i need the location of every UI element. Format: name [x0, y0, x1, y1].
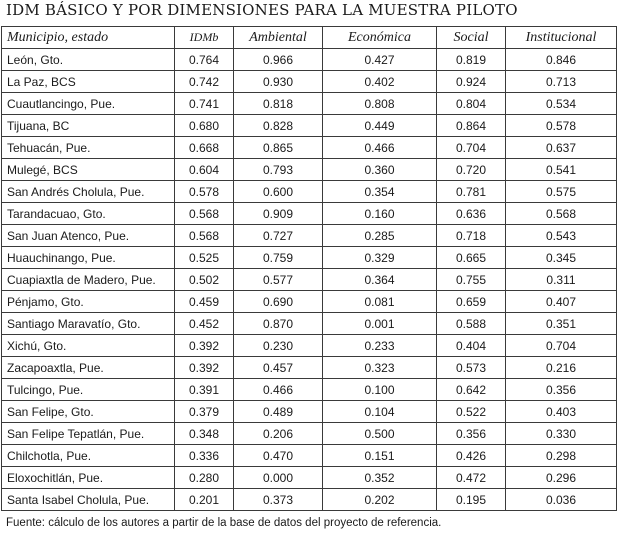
cell-ambiental: 0.577	[234, 269, 323, 291]
table-row	[2, 247, 617, 269]
cell-social: 0.781	[437, 181, 506, 203]
cell-economica: 0.323	[323, 357, 437, 379]
cell-municipio: San Andrés Cholula, Pue.	[2, 181, 175, 203]
column-header-institucional: Institucional	[506, 27, 617, 49]
table-row	[2, 357, 617, 379]
cell-social: 0.659	[437, 291, 506, 313]
cell-social: 0.472	[437, 467, 506, 489]
cell-ambiental: 0.373	[234, 489, 323, 511]
cell-municipio: Tijuana, BC	[2, 115, 175, 137]
cell-idmb: 0.201	[175, 489, 234, 511]
cell-municipio: Eloxochitlán, Pue.	[2, 467, 175, 489]
cell-ambiental: 0.206	[234, 423, 323, 445]
cell-municipio: Tehuacán, Pue.	[2, 137, 175, 159]
cell-idmb: 0.764	[175, 49, 234, 71]
cell-municipio: Santiago Maravatío, Gto.	[2, 313, 175, 335]
table-row	[2, 159, 617, 181]
cell-municipio: Zacapoaxtla, Pue.	[2, 357, 175, 379]
cell-idmb: 0.668	[175, 137, 234, 159]
cell-ambiental: 0.966	[234, 49, 323, 71]
cell-social: 0.665	[437, 247, 506, 269]
table-row	[2, 71, 617, 93]
cell-economica: 0.104	[323, 401, 437, 423]
cell-municipio: Huauchinango, Pue.	[2, 247, 175, 269]
cell-idmb: 0.379	[175, 401, 234, 423]
cell-economica: 0.427	[323, 49, 437, 71]
table-row	[2, 423, 617, 445]
cell-institucional: 0.568	[506, 203, 617, 225]
cell-institucional: 0.578	[506, 115, 617, 137]
cell-institucional: 0.534	[506, 93, 617, 115]
cell-ambiental: 0.600	[234, 181, 323, 203]
cell-ambiental: 0.930	[234, 71, 323, 93]
table-header	[2, 27, 617, 49]
cell-ambiental: 0.828	[234, 115, 323, 137]
cell-economica: 0.151	[323, 445, 437, 467]
cell-economica: 0.352	[323, 467, 437, 489]
data-table	[1, 26, 617, 511]
cell-idmb: 0.568	[175, 203, 234, 225]
cell-social: 0.819	[437, 49, 506, 71]
table-row	[2, 379, 617, 401]
table-body	[2, 49, 617, 511]
table-row	[2, 181, 617, 203]
cell-economica: 0.364	[323, 269, 437, 291]
cell-ambiental: 0.727	[234, 225, 323, 247]
source-note: Fuente: cálculo de los autores a partir de la base de datos del proyecto de referencia.	[6, 517, 442, 529]
cell-idmb: 0.680	[175, 115, 234, 137]
cell-idmb: 0.391	[175, 379, 234, 401]
cell-social: 0.864	[437, 115, 506, 137]
cell-institucional: 0.543	[506, 225, 617, 247]
cell-ambiental: 0.466	[234, 379, 323, 401]
table-row	[2, 225, 617, 247]
cell-economica: 0.001	[323, 313, 437, 335]
cell-social: 0.636	[437, 203, 506, 225]
column-header-idmb: IDMb	[175, 27, 234, 49]
cell-municipio: Xichú, Gto.	[2, 335, 175, 357]
cell-ambiental: 0.818	[234, 93, 323, 115]
cell-ambiental: 0.870	[234, 313, 323, 335]
cell-social: 0.755	[437, 269, 506, 291]
cell-idmb: 0.604	[175, 159, 234, 181]
table-row	[2, 49, 617, 71]
cell-institucional: 0.216	[506, 357, 617, 379]
cell-ambiental: 0.457	[234, 357, 323, 379]
cell-institucional: 0.575	[506, 181, 617, 203]
cell-economica: 0.285	[323, 225, 437, 247]
cell-idmb: 0.280	[175, 467, 234, 489]
cell-social: 0.924	[437, 71, 506, 93]
cell-institucional: 0.407	[506, 291, 617, 313]
cell-idmb: 0.578	[175, 181, 234, 203]
cell-economica: 0.466	[323, 137, 437, 159]
column-header-ambiental: Ambiental	[234, 27, 323, 49]
cell-ambiental: 0.690	[234, 291, 323, 313]
cell-social: 0.426	[437, 445, 506, 467]
cell-social: 0.804	[437, 93, 506, 115]
cell-economica: 0.100	[323, 379, 437, 401]
cell-institucional: 0.298	[506, 445, 617, 467]
cell-social: 0.404	[437, 335, 506, 357]
cell-municipio: Tulcingo, Pue.	[2, 379, 175, 401]
cell-municipio: Chilchotla, Pue.	[2, 445, 175, 467]
cell-idmb: 0.452	[175, 313, 234, 335]
cell-economica: 0.233	[323, 335, 437, 357]
cell-municipio: San Juan Atenco, Pue.	[2, 225, 175, 247]
table-row	[2, 115, 617, 137]
table-row	[2, 401, 617, 423]
table-row	[2, 335, 617, 357]
cell-municipio: Cuapiaxtla de Madero, Pue.	[2, 269, 175, 291]
table-row	[2, 269, 617, 291]
cell-municipio: Santa Isabel Cholula, Pue.	[2, 489, 175, 511]
cell-institucional: 0.541	[506, 159, 617, 181]
cell-institucional: 0.036	[506, 489, 617, 511]
column-header-social: Social	[437, 27, 506, 49]
cell-municipio: San Felipe Tepatlán, Pue.	[2, 423, 175, 445]
cell-institucional: 0.345	[506, 247, 617, 269]
cell-municipio: Tarandacuao, Gto.	[2, 203, 175, 225]
cell-social: 0.522	[437, 401, 506, 423]
cell-idmb: 0.348	[175, 423, 234, 445]
cell-social: 0.642	[437, 379, 506, 401]
table-row	[2, 291, 617, 313]
cell-economica: 0.160	[323, 203, 437, 225]
cell-economica: 0.449	[323, 115, 437, 137]
cell-idmb: 0.392	[175, 335, 234, 357]
cell-municipio: León, Gto.	[2, 49, 175, 71]
cell-economica: 0.354	[323, 181, 437, 203]
cell-institucional: 0.713	[506, 71, 617, 93]
table-row	[2, 203, 617, 225]
cell-institucional: 0.356	[506, 379, 617, 401]
column-header-municipio: Municipio, estado	[2, 27, 175, 49]
cell-municipio: San Felipe, Gto.	[2, 401, 175, 423]
cell-institucional: 0.704	[506, 335, 617, 357]
cell-idmb: 0.459	[175, 291, 234, 313]
header-row	[2, 27, 617, 49]
cell-social: 0.718	[437, 225, 506, 247]
cell-municipio: Mulegé, BCS	[2, 159, 175, 181]
table-row	[2, 467, 617, 489]
cell-idmb: 0.502	[175, 269, 234, 291]
cell-idmb: 0.392	[175, 357, 234, 379]
cell-economica: 0.329	[323, 247, 437, 269]
cell-ambiental: 0.793	[234, 159, 323, 181]
cell-institucional: 0.403	[506, 401, 617, 423]
table-title: IDM BÁSICO Y POR DIMENSIONES PARA LA MUESTRA PILOTO	[6, 1, 518, 19]
cell-institucional: 0.351	[506, 313, 617, 335]
cell-municipio: Pénjamo, Gto.	[2, 291, 175, 313]
cell-social: 0.588	[437, 313, 506, 335]
cell-municipio: La Paz, BCS	[2, 71, 175, 93]
column-header-economica: Económica	[323, 27, 437, 49]
cell-social: 0.356	[437, 423, 506, 445]
cell-idmb: 0.568	[175, 225, 234, 247]
cell-ambiental: 0.759	[234, 247, 323, 269]
cell-ambiental: 0.909	[234, 203, 323, 225]
cell-municipio: Cuautlancingo, Pue.	[2, 93, 175, 115]
cell-idmb: 0.525	[175, 247, 234, 269]
table-row	[2, 313, 617, 335]
cell-social: 0.720	[437, 159, 506, 181]
cell-institucional: 0.311	[506, 269, 617, 291]
cell-economica: 0.500	[323, 423, 437, 445]
table-row	[2, 489, 617, 511]
cell-economica: 0.808	[323, 93, 437, 115]
cell-idmb: 0.741	[175, 93, 234, 115]
cell-economica: 0.202	[323, 489, 437, 511]
cell-economica: 0.402	[323, 71, 437, 93]
cell-ambiental: 0.865	[234, 137, 323, 159]
cell-economica: 0.081	[323, 291, 437, 313]
cell-idmb: 0.742	[175, 71, 234, 93]
cell-idmb: 0.336	[175, 445, 234, 467]
cell-ambiental: 0.470	[234, 445, 323, 467]
cell-institucional: 0.637	[506, 137, 617, 159]
cell-ambiental: 0.000	[234, 467, 323, 489]
cell-institucional: 0.846	[506, 49, 617, 71]
cell-economica: 0.360	[323, 159, 437, 181]
cell-social: 0.573	[437, 357, 506, 379]
cell-institucional: 0.296	[506, 467, 617, 489]
cell-ambiental: 0.230	[234, 335, 323, 357]
cell-ambiental: 0.489	[234, 401, 323, 423]
table-row	[2, 445, 617, 467]
table-row	[2, 93, 617, 115]
cell-social: 0.704	[437, 137, 506, 159]
cell-social: 0.195	[437, 489, 506, 511]
table-row	[2, 137, 617, 159]
cell-institucional: 0.330	[506, 423, 617, 445]
